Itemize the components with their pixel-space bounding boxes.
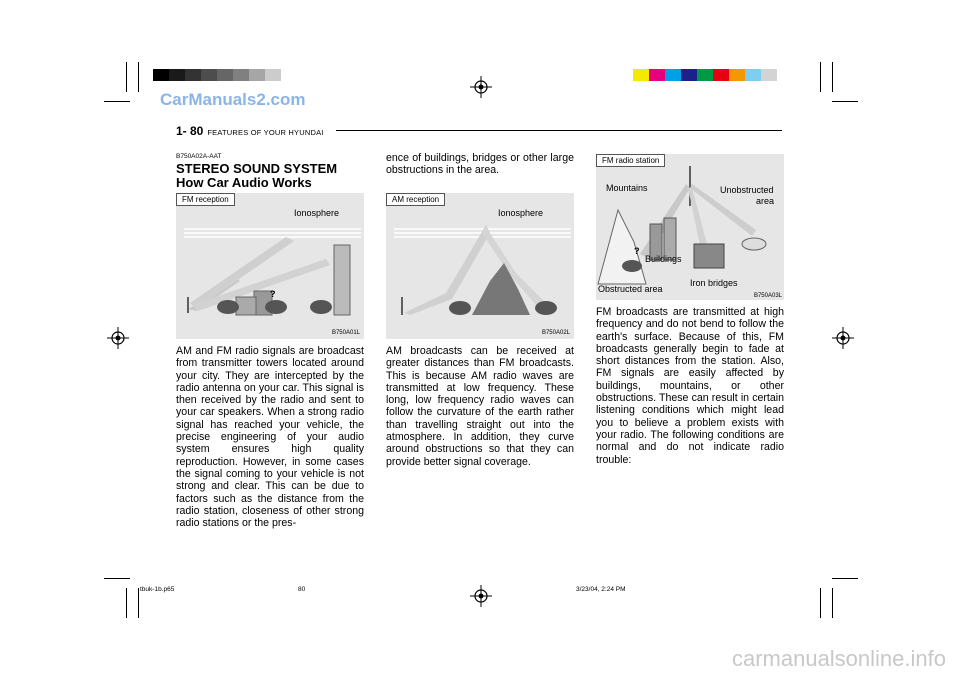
ionosphere-label: Ionosphere bbox=[294, 208, 340, 218]
crop-mark bbox=[104, 578, 130, 579]
crop-mark bbox=[104, 101, 130, 102]
color-swatch bbox=[681, 69, 697, 81]
crop-mark bbox=[832, 101, 858, 102]
fig-label-fm-reception: FM reception bbox=[176, 193, 235, 206]
fig-label-fm-station: FM radio station bbox=[596, 154, 665, 167]
grayscale-swatch bbox=[233, 69, 249, 81]
footer-file: tbuk-1b.p65 bbox=[140, 586, 175, 593]
footer-page: 80 bbox=[298, 586, 306, 593]
crop-mark bbox=[126, 62, 127, 92]
unobstructed-label: Unobstructed bbox=[720, 185, 774, 195]
buildings-label: Buildings bbox=[645, 254, 682, 264]
body-text: AM and FM radio signals are broadcast from transmitter towers located around your city. They are intercepted by the radio antenna on your car. This signal is then received by the radio and sent to your car speakers. When a strong radio signal has reached your vehicle, the precise engineering of your audio system ensures high quality reproduction. However, in some cases the signal coming to your vehicle is not strong and clear. This can be due to factors such as the distance from the radio station, closeness of other strong radio stations or the pres- bbox=[176, 345, 364, 530]
mountains-label: Mountains bbox=[606, 183, 648, 193]
am-reception-figure bbox=[386, 193, 574, 339]
question-mark: ? bbox=[270, 289, 276, 299]
page-header bbox=[176, 124, 324, 138]
figure-code: B750A01L bbox=[331, 330, 360, 336]
footer-date: 3/23/04, 2:24 PM bbox=[576, 586, 626, 593]
grayscale-swatch bbox=[265, 69, 281, 81]
grayscale-swatch bbox=[185, 69, 201, 81]
section-subtitle: How Car Audio Works bbox=[176, 175, 312, 190]
am-reception-illustration bbox=[386, 193, 574, 339]
grayscale-swatch bbox=[201, 69, 217, 81]
color-swatch bbox=[761, 69, 777, 81]
figure-code: B750A03L bbox=[753, 293, 782, 299]
section-title-main: STEREO SOUND SYSTEM bbox=[176, 161, 338, 176]
fig-label-am-reception: AM reception bbox=[386, 193, 445, 206]
obstructed-area-label: Obstructed area bbox=[598, 284, 663, 294]
bottom-watermark: carmanualsonline.info bbox=[731, 646, 946, 671]
grayscale-swatch bbox=[169, 69, 185, 81]
registration-target-icon bbox=[107, 327, 129, 349]
grayscale-swatch bbox=[217, 69, 233, 81]
figure-code: B750A02L bbox=[541, 330, 570, 336]
question-mark: ? bbox=[634, 246, 640, 256]
registration-target-icon bbox=[470, 76, 492, 98]
crop-mark bbox=[832, 588, 833, 618]
color-swatch bbox=[713, 69, 729, 81]
crop-mark bbox=[820, 588, 821, 618]
ionosphere-label: Ionosphere bbox=[498, 208, 544, 218]
color-swatch bbox=[697, 69, 713, 81]
header-rule bbox=[336, 130, 782, 131]
grayscale-swatch bbox=[153, 69, 169, 81]
iron-bridges-label: Iron bridges bbox=[690, 278, 738, 288]
crop-mark bbox=[138, 62, 139, 92]
color-swatch bbox=[633, 69, 649, 81]
section-code: B750A02A-AAT bbox=[176, 153, 222, 160]
intro-text: ence of buildings, bridges or other large obstructions in the area. bbox=[386, 152, 574, 177]
area-label: area bbox=[756, 196, 775, 206]
page-number: 1- 80 bbox=[176, 124, 204, 138]
color-swatch bbox=[745, 69, 761, 81]
crop-mark bbox=[832, 62, 833, 92]
body-text: AM broadcasts can be received at greater distances than FM broadcasts. This is because AM radio waves are transmitted at low frequency. These long, low frequency radio waves can follow the curvature of the earth rather than travelling straight out into the atmosphere. In addition, they curve around obstructions so that they can provide better signal coverage. bbox=[386, 345, 574, 468]
crop-mark bbox=[820, 62, 821, 92]
fm-radio-station-figure bbox=[596, 154, 784, 300]
crop-mark bbox=[832, 578, 858, 579]
crop-mark bbox=[126, 588, 127, 618]
section-title: FEATURES OF YOUR HYUNDAI bbox=[207, 128, 324, 137]
body-text: FM broadcasts are transmitted at high frequency and do not bend to follow the earth's surface. Because of this, FM broadcasts generally begin to fade at short distances from the station. Also, FM signals are easily affected by buildings, mountains, or other obstructions. These can result in certain listening conditions which might lead you to believe a problem exists with your radio. The following conditions are normal and do not indicate radio trouble: bbox=[596, 306, 784, 466]
color-swatch bbox=[729, 69, 745, 81]
fm-reception-figure bbox=[176, 193, 364, 339]
registration-target-icon bbox=[832, 327, 854, 349]
watermark: CarManuals2.com bbox=[160, 90, 306, 109]
crop-mark bbox=[138, 588, 139, 618]
color-swatch bbox=[649, 69, 665, 81]
registration-target-icon bbox=[470, 585, 492, 607]
color-swatch bbox=[665, 69, 681, 81]
grayscale-swatch bbox=[249, 69, 265, 81]
